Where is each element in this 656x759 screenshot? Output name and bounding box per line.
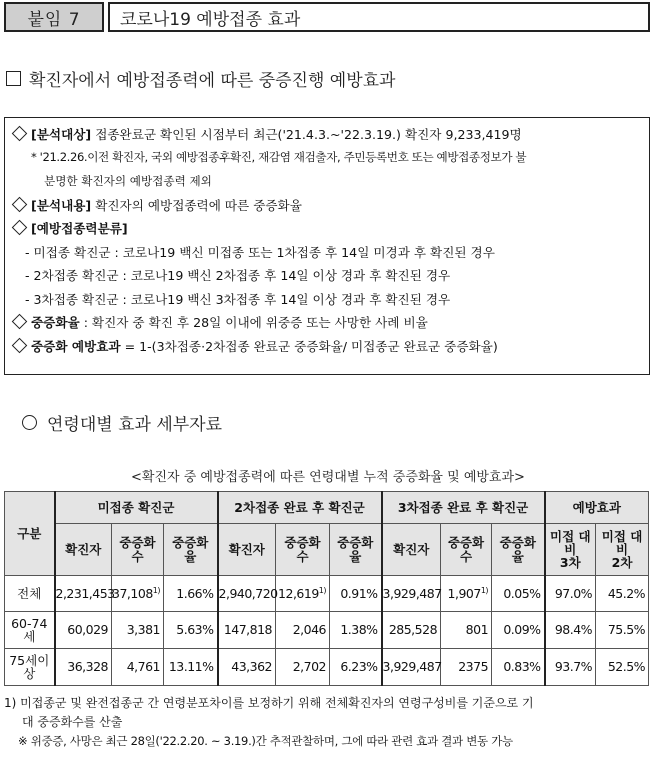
diamond-bullet-icon	[12, 126, 28, 142]
table-group-header-row	[5, 492, 649, 524]
group-header-unvaccinated: 미접종 확진군	[55, 492, 218, 524]
effect-table	[4, 491, 649, 686]
severity-text: : 확진자 중 확진 후 28일 이내에 위중증 또는 사망한 사례 비율	[83, 315, 428, 331]
target-note-1: * '21.2.26.이전 확진자, 국외 예방접종후확진, 재감염 재검출자, 주민등록번호 또는 예방접종정보가 불	[31, 150, 527, 165]
data-cell: 1.66%	[164, 576, 218, 612]
data-cell: 1.38%	[330, 612, 382, 649]
group1-text: - 미접종 확진군 : 코로나19 백신 미접종 또는 1차접종 후 14일 미경과 후 확진된 경우	[25, 244, 495, 260]
effect-text: = 1-(3차접종·2차접종 완료군 중증화율/ 미접종군 완료군 중증화율)	[124, 338, 498, 354]
group-header-third-dose: 3차접종 완료 후 확진군	[382, 492, 545, 524]
data-cell: 0.91%	[330, 576, 382, 612]
data-cell: 0.05%	[492, 576, 545, 612]
data-cell: 13.11%	[164, 649, 218, 686]
content-label: [분석내용]	[31, 197, 92, 213]
footnote-mark: 1)	[152, 585, 160, 595]
sub-header-cell: 미접 대 비 2차	[596, 524, 649, 576]
group-header-effect: 예방효과	[545, 492, 649, 524]
row-label: 60-74 세	[5, 612, 55, 649]
target-label: [분석대상]	[31, 127, 92, 143]
data-cell: 43,362	[218, 649, 276, 686]
page-title: 코로나19 예방접종 효과	[108, 2, 650, 32]
data-cell: 36,328	[55, 649, 112, 686]
table-row	[5, 576, 649, 612]
data-cell: 0.09%	[492, 612, 545, 649]
data-cell	[441, 576, 492, 612]
data-cell: 2,046	[276, 612, 330, 649]
data-cell-value: 12,619	[278, 586, 319, 602]
diamond-bullet-icon	[12, 196, 28, 212]
sub-header-cell: 중증화 율	[330, 524, 382, 576]
table-row	[5, 649, 649, 686]
sub-header-cell: 확진자	[218, 524, 276, 576]
data-cell: 60,029	[55, 612, 112, 649]
circle-bullet-icon	[22, 415, 37, 430]
footnote-mark: 1)	[318, 585, 327, 595]
sub-header-cell: 확진자	[55, 524, 112, 576]
data-cell: 52.5%	[596, 649, 649, 686]
data-cell: 93.7%	[545, 649, 596, 686]
footnote-1-line-2: 대 중증화수를 산출	[22, 715, 123, 729]
data-cell	[112, 576, 164, 612]
data-cell: 147,818	[218, 612, 276, 649]
data-cell: 0.83%	[492, 649, 545, 686]
data-cell: 2375	[441, 649, 492, 686]
target-row	[11, 122, 645, 146]
diamond-bullet-icon	[12, 220, 28, 236]
group2-text: - 2차접종 확진군 : 코로나19 백신 2차접종 후 14일 이상 경과 후 확진된 경우	[25, 268, 451, 284]
data-cell: 2,940,720	[218, 576, 276, 612]
effect-label: 중증화 예방효과	[31, 338, 121, 354]
classify-label: [예방접종력분류]	[31, 221, 128, 237]
data-cell: 3,929,487	[382, 649, 441, 686]
data-cell: 5.63%	[164, 612, 218, 649]
data-cell-value: 1,907	[447, 586, 481, 602]
footnotes	[4, 694, 650, 751]
sub-header-cell: 중증화 수	[276, 524, 330, 576]
row-label: 75세이 상	[5, 649, 55, 686]
diamond-bullet-icon	[12, 337, 28, 353]
target-text: 접종완료군 확인된 시점부터 최근('21.4.3.~'22.3.19.) 확진자 9,233,419명	[95, 127, 522, 143]
group-header-second-dose: 2차접종 완료 후 확진군	[218, 492, 382, 524]
analysis-box	[4, 117, 650, 375]
sub-header-cell: 미접 대 비 3차	[545, 524, 596, 576]
header-bar	[4, 2, 650, 32]
effect-row	[11, 334, 645, 358]
data-cell: 285,528	[382, 612, 441, 649]
severity-label: 중증화율	[31, 315, 80, 331]
target-note-2: 분명한 확진자의 예방접종력 제외	[44, 173, 212, 188]
section-title-text: 확진자에서 예방접종력에 따른 중증진행 예방효과	[29, 71, 396, 91]
table-row	[5, 612, 649, 649]
sub-header-cell: 중증화 수	[441, 524, 492, 576]
group3-text: - 3차접종 확진군 : 코로나19 백신 3차접종 후 14일 이상 경과 후 확진된 경우	[25, 291, 451, 307]
footnote-mark: 1)	[480, 585, 489, 595]
data-cell: 3,381	[112, 612, 164, 649]
subsection-title-text: 연령대별 효과 세부자료	[47, 415, 223, 435]
data-cell: 2,231,453	[55, 576, 112, 612]
subsection-title	[22, 410, 222, 435]
attachment-badge: 붙임 7	[4, 2, 104, 32]
diamond-bullet-icon	[12, 314, 28, 330]
content-text: 확진자의 예방접종력에 따른 중증화율	[95, 197, 302, 213]
data-cell: 2,702	[276, 649, 330, 686]
data-cell-value: 37,108	[112, 586, 153, 602]
data-cell: 75.5%	[596, 612, 649, 649]
classify-row	[11, 216, 645, 240]
sub-header-cell: 중증화 율	[492, 524, 545, 576]
sub-header-cell: 중증화 수	[112, 524, 164, 576]
section-title	[6, 66, 395, 91]
table-sub-header-row	[5, 524, 649, 576]
data-cell: 45.2%	[596, 576, 649, 612]
data-cell: 6.23%	[330, 649, 382, 686]
sub-header-cell: 중증화 율	[164, 524, 218, 576]
data-cell: 801	[441, 612, 492, 649]
row-label: 전체	[5, 576, 55, 612]
group-label-cell: 구분	[5, 492, 55, 576]
sub-header-cell: 확진자	[382, 524, 441, 576]
severity-row	[11, 310, 645, 334]
data-cell: 97.0%	[545, 576, 596, 612]
content-row	[11, 193, 645, 217]
data-cell: 4,761	[112, 649, 164, 686]
table-caption: <확진자 중 예방접종력에 따른 연령대별 누적 중증화율 및 예방효과>	[131, 470, 525, 485]
data-cell: 3,929,487	[382, 576, 441, 612]
square-bullet-icon	[6, 71, 21, 86]
data-cell	[276, 576, 330, 612]
data-cell: 98.4%	[545, 612, 596, 649]
footnote-1-line-1: 1) 미접종군 및 완전접종군 간 연령분포차이를 보정하기 위해 전체확진자의 연령구성비를 기준으로 기	[4, 696, 534, 710]
footnote-2: ※ 위중증, 사망은 최근 28일('22.2.20. ~ 3.19.)간 추적관찰하며, 그에 따라 관련 효과 결과 변동 가능	[18, 734, 513, 748]
